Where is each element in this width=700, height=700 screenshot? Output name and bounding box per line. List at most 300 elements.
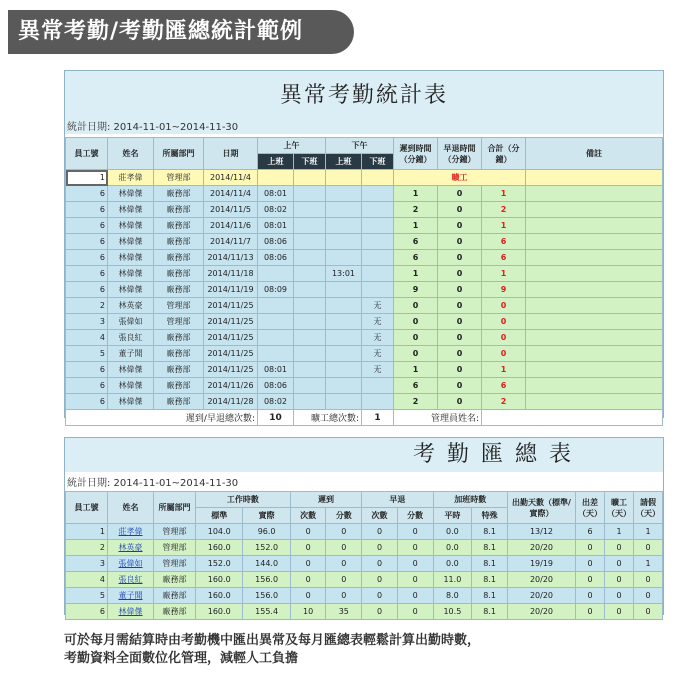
row-ot-normal: 11.0 — [433, 572, 472, 588]
row-early-count: 0 — [362, 524, 398, 540]
col-early: 早退 — [362, 492, 433, 508]
row-pm-off — [362, 186, 394, 202]
table-row[interactable] — [66, 218, 663, 234]
row-id: 6 — [66, 186, 108, 202]
row-dept: 管理部 — [154, 314, 204, 330]
row-id: 6 — [66, 234, 108, 250]
row-am-on: 08:06 — [258, 250, 294, 266]
row-pm-on — [326, 170, 362, 186]
row-pm-on — [326, 346, 362, 362]
abnormal-date-range: 統計日期: 2014-11-01~2014-11-30 — [67, 122, 239, 133]
row-late: 1 — [394, 218, 438, 234]
col-early-count: 次數 — [362, 508, 398, 524]
employee-name-link[interactable]: 林英豪 — [118, 543, 143, 552]
row-dept: 廠務部 — [154, 572, 196, 588]
row-pm-on — [326, 186, 362, 202]
row-id: 6 — [66, 378, 108, 394]
col-total: 合計（分鐘） — [482, 138, 526, 170]
row-late-minutes: 0 — [326, 588, 362, 604]
row-late-count: 0 — [290, 588, 326, 604]
row-pm-off: 无 — [362, 298, 394, 314]
row-date: 2014/11/13 — [204, 250, 258, 266]
row-note — [526, 218, 663, 234]
row-late: 0 — [394, 314, 438, 330]
row-absent: 0 — [605, 604, 634, 620]
summary-table-title: 考勤匯總表 — [65, 438, 663, 472]
row-pm-on — [326, 298, 362, 314]
employee-name-link[interactable]: 莊孝偉 — [118, 527, 143, 536]
row-note — [526, 266, 663, 282]
row-name: 林偉傑 — [108, 362, 154, 378]
row-pm-on — [326, 282, 362, 298]
row-early: 0 — [438, 330, 482, 346]
col-ot-normal: 平時 — [433, 508, 472, 524]
row-date: 2014/11/25 — [204, 362, 258, 378]
row-late-count: 0 — [290, 572, 326, 588]
row-am-off — [294, 346, 326, 362]
caption-line-2: 考勤資料全面數位化管理，減輕人工負擔 — [64, 651, 299, 666]
row-total: 9 — [482, 282, 526, 298]
row-absent: 0 — [605, 540, 634, 556]
row-early-minutes: 0 — [397, 556, 433, 572]
row-name[interactable] — [108, 524, 154, 540]
row-early: 0 — [438, 362, 482, 378]
row-total: 1 — [482, 362, 526, 378]
col-pm-on: 上班 — [326, 154, 362, 170]
row-actual: 144.0 — [243, 556, 290, 572]
row-leave: 1 — [634, 524, 663, 540]
row-note — [526, 362, 663, 378]
row-days: 19/19 — [508, 556, 576, 572]
row-pm-on — [326, 250, 362, 266]
row-late: 0 — [394, 346, 438, 362]
col-overtime: 加班時數 — [433, 492, 508, 508]
table-row[interactable] — [66, 394, 663, 410]
row-am-off — [294, 362, 326, 378]
row-early: 0 — [438, 282, 482, 298]
row-note — [526, 346, 663, 362]
row-days: 20/20 — [508, 540, 576, 556]
row-early-count: 0 — [362, 604, 398, 620]
row-ot-normal: 0.0 — [433, 540, 472, 556]
row-id: 6 — [66, 250, 108, 266]
row-late: 1 — [394, 186, 438, 202]
row-am-off — [294, 234, 326, 250]
row-date: 2014/11/25 — [204, 330, 258, 346]
row-pm-off: 无 — [362, 330, 394, 346]
abnormal-attendance-panel — [64, 70, 664, 424]
row-days: 20/20 — [508, 604, 576, 620]
row-total: 1 — [482, 266, 526, 282]
row-early: 0 — [438, 378, 482, 394]
absent-total-label: 曠工總次數: — [294, 410, 362, 426]
col-worktime: 工作時數 — [196, 492, 291, 508]
employee-name-link[interactable]: 張偉如 — [118, 559, 143, 568]
footer-caption — [64, 632, 664, 668]
table-row[interactable] — [66, 588, 663, 604]
row-date: 2014/11/6 — [204, 218, 258, 234]
row-pm-off — [362, 202, 394, 218]
row-note — [526, 378, 663, 394]
row-late-count: 0 — [290, 556, 326, 572]
row-absent: 1 — [605, 524, 634, 540]
page-header: 異常考勤/考勤匯總統計範例 — [8, 10, 354, 54]
row-name[interactable] — [108, 540, 154, 556]
table-row[interactable] — [66, 604, 663, 620]
col-id: 員工號 — [66, 138, 108, 170]
row-note — [526, 394, 663, 410]
table-row[interactable] — [66, 170, 663, 186]
row-id: 4 — [66, 330, 108, 346]
row-id: 1 — [66, 524, 108, 540]
row-dept: 廠務部 — [154, 250, 204, 266]
table-row[interactable] — [66, 540, 663, 556]
row-date: 2014/11/4 — [204, 186, 258, 202]
row-am-on: 08:02 — [258, 394, 294, 410]
row-id: 4 — [66, 572, 108, 588]
row-late: 6 — [394, 234, 438, 250]
row-am-on: 08:01 — [258, 218, 294, 234]
row-ot-normal: 0.0 — [433, 524, 472, 540]
row-late: 1 — [394, 362, 438, 378]
row-am-on — [258, 330, 294, 346]
row-dept: 廠務部 — [154, 202, 204, 218]
row-id: 1 — [66, 170, 108, 186]
row-dept: 管理部 — [154, 170, 204, 186]
row-am-on: 08:02 — [258, 202, 294, 218]
row-late-minutes: 0 — [326, 572, 362, 588]
row-pm-off — [362, 218, 394, 234]
row-name: 莊孝偉 — [108, 170, 154, 186]
row-am-off — [294, 250, 326, 266]
row-late-minutes: 0 — [326, 540, 362, 556]
row-am-on: 08:06 — [258, 378, 294, 394]
row-name: 張良紅 — [108, 330, 154, 346]
row-dept: 廠務部 — [154, 378, 204, 394]
row-total: 1 — [482, 186, 526, 202]
row-absent: 0 — [605, 588, 634, 604]
row-id: 2 — [66, 540, 108, 556]
row-date: 2014/11/26 — [204, 378, 258, 394]
abnormal-table — [65, 137, 663, 426]
row-late: 6 — [394, 250, 438, 266]
col-name: 姓名 — [108, 138, 154, 170]
row-id: 6 — [66, 604, 108, 620]
table-row[interactable] — [66, 314, 663, 330]
table-row[interactable] — [66, 282, 663, 298]
row-early: 0 — [438, 186, 482, 202]
attendance-summary-panel — [64, 437, 664, 615]
caption-line-1: 可於每月需結算時由考勤機中匯出異常及每月匯總表輕鬆計算出勤時數， — [64, 633, 481, 648]
table-row[interactable] — [66, 362, 663, 378]
row-leave: 0 — [634, 604, 663, 620]
row-note — [526, 234, 663, 250]
row-am-off — [294, 314, 326, 330]
table-row[interactable] — [66, 524, 663, 540]
row-note — [526, 202, 663, 218]
row-id: 5 — [66, 346, 108, 362]
row-name: 董子聞 — [108, 346, 154, 362]
row-pm-on — [326, 362, 362, 378]
col-late-minutes: 分數 — [326, 508, 362, 524]
employee-name-link[interactable]: 張良紅 — [118, 575, 143, 584]
row-am-off — [294, 282, 326, 298]
row-early-minutes: 0 — [397, 540, 433, 556]
row-pm-on — [326, 330, 362, 346]
row-id: 6 — [66, 218, 108, 234]
row-pm-off: 无 — [362, 314, 394, 330]
table-row[interactable] — [66, 556, 663, 572]
row-name: 林偉傑 — [108, 282, 154, 298]
row-total: 2 — [482, 394, 526, 410]
row-late: 6 — [394, 378, 438, 394]
row-am-off — [294, 330, 326, 346]
col-am-off: 下班 — [294, 154, 326, 170]
row-pm-off: 无 — [362, 362, 394, 378]
row-date: 2014/11/5 — [204, 202, 258, 218]
col-am-on: 上班 — [258, 154, 294, 170]
row-name[interactable] — [108, 604, 154, 620]
row-total: 6 — [482, 250, 526, 266]
col-late: 遲到 — [290, 492, 361, 508]
row-std: 160.0 — [196, 604, 243, 620]
row-name: 林偉傑 — [108, 202, 154, 218]
col-dept: 所屬部門 — [154, 492, 196, 524]
row-am-off — [294, 266, 326, 282]
table-row[interactable] — [66, 298, 663, 314]
row-pm-off — [362, 394, 394, 410]
row-late-count: 0 — [290, 524, 326, 540]
row-date: 2014/11/7 — [204, 234, 258, 250]
row-dept: 廠務部 — [154, 234, 204, 250]
row-days: 13/12 — [508, 524, 576, 540]
row-am-on — [258, 266, 294, 282]
row-id: 6 — [66, 202, 108, 218]
row-name: 林偉傑 — [108, 250, 154, 266]
table-row[interactable] — [66, 572, 663, 588]
col-std: 標準 — [196, 508, 243, 524]
row-name[interactable] — [108, 572, 154, 588]
row-early: 0 — [438, 218, 482, 234]
row-absent: 0 — [605, 572, 634, 588]
row-actual: 155.4 — [243, 604, 290, 620]
row-late-minutes: 0 — [326, 524, 362, 540]
col-id: 員工號 — [66, 492, 108, 524]
row-absent: 0 — [605, 556, 634, 572]
col-note: 備註 — [526, 138, 663, 170]
row-id: 6 — [66, 394, 108, 410]
admin-name-field[interactable] — [482, 410, 663, 426]
table-row[interactable] — [66, 266, 663, 282]
row-early-minutes: 0 — [397, 572, 433, 588]
col-diff: 出差（天） — [576, 492, 605, 524]
row-days: 20/20 — [508, 572, 576, 588]
col-early: 早退時間（分鐘） — [438, 138, 482, 170]
row-late: 0 — [394, 298, 438, 314]
row-ot-special: 8.1 — [472, 556, 508, 572]
row-dept: 廠務部 — [154, 394, 204, 410]
row-name[interactable] — [108, 556, 154, 572]
summary-date-range: 統計日期: 2014-11-01~2014-11-30 — [67, 478, 239, 489]
row-dept: 廠務部 — [154, 330, 204, 346]
col-early-minutes: 分數 — [397, 508, 433, 524]
row-early: 0 — [438, 314, 482, 330]
row-pm-on: 13:01 — [326, 266, 362, 282]
row-late: 1 — [394, 266, 438, 282]
row-std: 160.0 — [196, 588, 243, 604]
row-note — [526, 298, 663, 314]
row-pm-off — [362, 266, 394, 282]
row-name: 林英豪 — [108, 298, 154, 314]
row-early-count: 0 — [362, 588, 398, 604]
row-days: 20/20 — [508, 588, 576, 604]
row-late-count: 10 — [290, 604, 326, 620]
row-am-on — [258, 298, 294, 314]
row-pm-off — [362, 282, 394, 298]
row-date: 2014/11/19 — [204, 282, 258, 298]
row-name: 林偉傑 — [108, 186, 154, 202]
row-dept: 廠務部 — [154, 186, 204, 202]
row-name: 張偉如 — [108, 314, 154, 330]
row-leave: 0 — [634, 572, 663, 588]
row-pm-on — [326, 234, 362, 250]
row-dept: 廠務部 — [154, 282, 204, 298]
employee-name-link[interactable]: 董子聞 — [118, 591, 143, 600]
row-name: 林偉傑 — [108, 266, 154, 282]
row-early: 0 — [438, 250, 482, 266]
row-std: 152.0 — [196, 556, 243, 572]
row-date: 2014/11/25 — [204, 298, 258, 314]
row-dept: 管理部 — [154, 540, 196, 556]
row-ot-normal: 0.0 — [433, 556, 472, 572]
row-am-on — [258, 314, 294, 330]
row-am-off — [294, 186, 326, 202]
row-dept: 廠務部 — [154, 362, 204, 378]
row-note — [526, 330, 663, 346]
col-pm-off: 下班 — [362, 154, 394, 170]
table-row[interactable] — [66, 250, 663, 266]
row-pm-on — [326, 314, 362, 330]
col-name: 姓名 — [108, 492, 154, 524]
row-early-minutes: 0 — [397, 588, 433, 604]
row-early: 0 — [438, 234, 482, 250]
row-late-count: 0 — [290, 540, 326, 556]
row-am-off — [294, 378, 326, 394]
row-diff: 0 — [576, 572, 605, 588]
row-diff: 0 — [576, 588, 605, 604]
table-row[interactable] — [66, 202, 663, 218]
row-name: 林偉傑 — [108, 218, 154, 234]
admin-name-label: 管理員姓名: — [394, 410, 482, 426]
row-early: 0 — [438, 346, 482, 362]
col-absent: 曠工（天） — [605, 492, 634, 524]
row-id: 5 — [66, 588, 108, 604]
row-pm-off — [362, 170, 394, 186]
row-id: 6 — [66, 266, 108, 282]
row-ot-special: 8.1 — [472, 588, 508, 604]
table-row[interactable] — [66, 234, 663, 250]
row-name: 林偉傑 — [108, 378, 154, 394]
row-id: 3 — [66, 556, 108, 572]
table-row[interactable] — [66, 346, 663, 362]
col-late: 遲到時間（分鐘） — [394, 138, 438, 170]
row-date: 2014/11/25 — [204, 346, 258, 362]
row-ot-normal: 8.0 — [433, 588, 472, 604]
row-am-off — [294, 202, 326, 218]
row-early-count: 0 — [362, 556, 398, 572]
row-pm-on — [326, 218, 362, 234]
row-early-minutes: 0 — [397, 524, 433, 540]
row-late: 2 — [394, 394, 438, 410]
row-std: 104.0 — [196, 524, 243, 540]
row-pm-off — [362, 234, 394, 250]
row-am-off — [294, 298, 326, 314]
row-early: 0 — [438, 394, 482, 410]
row-dept: 管理部 — [154, 298, 204, 314]
row-early: 0 — [438, 298, 482, 314]
row-am-on — [258, 170, 294, 186]
col-ot-special: 特殊 — [472, 508, 508, 524]
row-am-off — [294, 218, 326, 234]
absent-total-value: 1 — [362, 410, 394, 426]
row-total: 6 — [482, 378, 526, 394]
row-ot-normal: 10.5 — [433, 604, 472, 620]
row-note — [526, 282, 663, 298]
row-late: 2 — [394, 202, 438, 218]
row-total: 0 — [482, 330, 526, 346]
col-late-count: 次數 — [290, 508, 326, 524]
row-leave: 0 — [634, 588, 663, 604]
row-name: 林偉傑 — [108, 234, 154, 250]
row-dept: 管理部 — [154, 524, 196, 540]
row-pm-on — [326, 202, 362, 218]
row-date: 2014/11/18 — [204, 266, 258, 282]
row-early: 0 — [438, 266, 482, 282]
row-note — [526, 250, 663, 266]
col-pm: 下午 — [326, 138, 394, 154]
row-absent-flag: 曠工 — [394, 170, 526, 186]
row-total: 2 — [482, 202, 526, 218]
row-note — [526, 314, 663, 330]
row-am-on: 08:01 — [258, 186, 294, 202]
row-note — [526, 170, 663, 186]
row-early-count: 0 — [362, 540, 398, 556]
row-note — [526, 186, 663, 202]
late-total-value: 10 — [258, 410, 294, 426]
row-diff: 6 — [576, 524, 605, 540]
abnormal-table-title: 異常考勤統計表 — [65, 71, 663, 134]
table-row[interactable] — [66, 186, 663, 202]
row-pm-off — [362, 250, 394, 266]
table-row[interactable] — [66, 330, 663, 346]
row-std: 160.0 — [196, 572, 243, 588]
row-date: 2014/11/28 — [204, 394, 258, 410]
row-dept: 廠務部 — [154, 588, 196, 604]
row-dept: 廠務部 — [154, 266, 204, 282]
table-row[interactable] — [66, 378, 663, 394]
row-ot-special: 8.1 — [472, 572, 508, 588]
row-total: 0 — [482, 314, 526, 330]
employee-name-link[interactable]: 林偉傑 — [118, 607, 143, 616]
col-am: 上午 — [258, 138, 326, 154]
row-total: 6 — [482, 234, 526, 250]
row-early-count: 0 — [362, 572, 398, 588]
row-name[interactable] — [108, 588, 154, 604]
row-am-on — [258, 346, 294, 362]
col-leave: 請假（天） — [634, 492, 663, 524]
row-actual: 156.0 — [243, 588, 290, 604]
row-am-off — [294, 394, 326, 410]
